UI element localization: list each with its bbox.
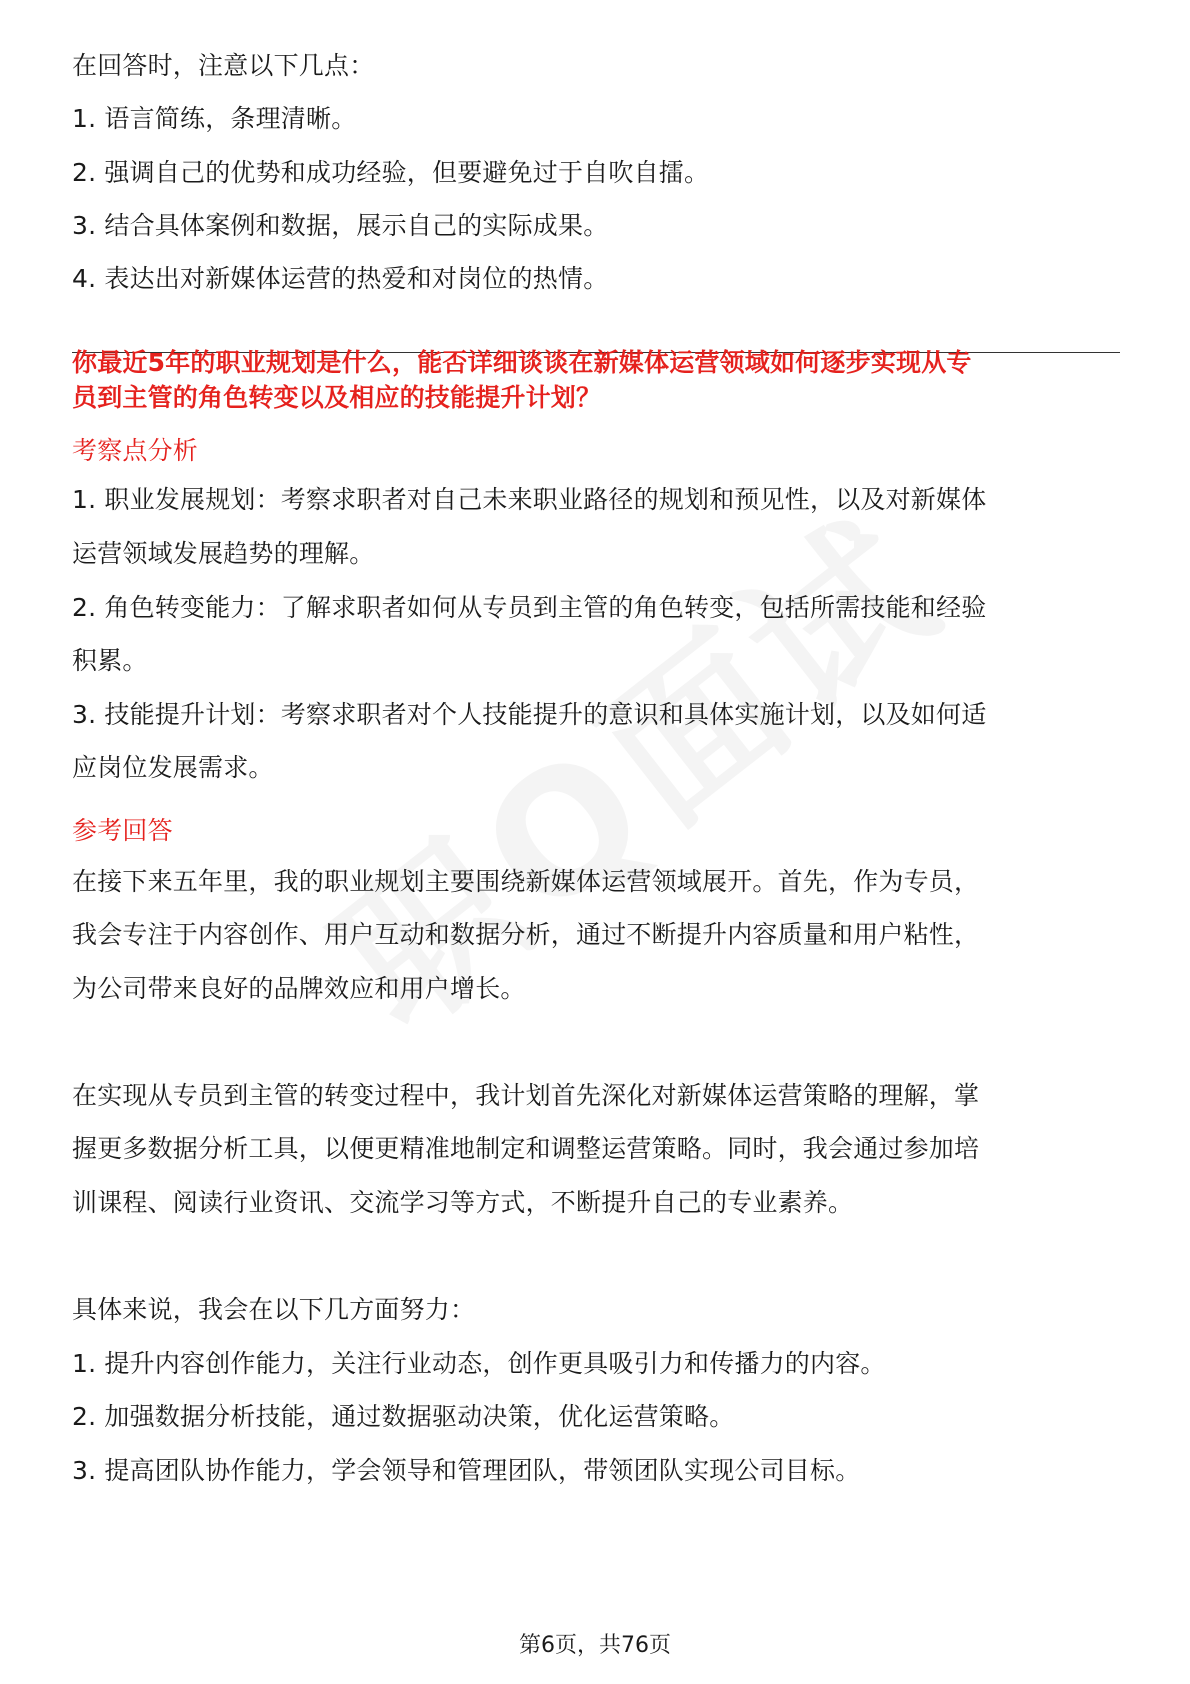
intro-item: 2. 强调自己的优势和成功经验，但要避免过于自吹自擂。 [72,158,710,187]
analysis-line: 积累。 [72,646,148,675]
analysis-line: 2. 角色转变能力：了解求职者如何从专员到主管的角色转变，包括所需技能和经验 [72,593,987,622]
answer-para2-line: 在实现从专员到主管的转变过程中，我计划首先深化对新媒体运营策略的理解，掌 [72,1081,980,1110]
analysis-title: 考察点分析 [72,436,199,465]
answer-para3-item: 2. 加强数据分析技能，通过数据驱动决策，优化运营策略。 [72,1402,735,1431]
answer-para1-line: 在接下来五年里，我的职业规划主要围绕新媒体运营领域展开。首先，作为专员， [72,867,980,896]
intro-item: 3. 结合具体案例和数据，展示自己的实际成果。 [72,211,609,240]
intro-heading: 在回答时，注意以下几点： [72,51,375,80]
analysis-line: 应岗位发展需求。 [72,753,274,782]
answer-para3-heading: 具体来说，我会在以下几方面努力： [72,1295,476,1324]
question-line: 员到主管的角色转变以及相应的技能提升计划？ [72,383,602,412]
answer-para3-item: 1. 提升内容创作能力，关注行业动态，创作更具吸引力和传播力的内容。 [72,1349,886,1378]
answer-para2-line: 训课程、阅读行业资讯、交流学习等方式，不断提升自己的专业素养。 [72,1188,854,1217]
analysis-line: 3. 技能提升计划：考察求职者对个人技能提升的意识和具体实施计划，以及如何适 [72,700,987,729]
answer-para1-line: 为公司带来良好的品牌效应和用户增长。 [72,974,526,1003]
question-line: 你最近5年的职业规划是什么，能否详细谈谈在新媒体运营领域如何逐步实现从专 [72,348,972,377]
intro-item: 4. 表达出对新媒体运营的热爱和对岗位的热情。 [72,264,609,293]
page-number: 第6页，共76页 [519,1633,671,1658]
analysis-line: 1. 职业发展规划：考察求职者对自己未来职业路径的规划和预见性，以及对新媒体 [72,485,987,514]
answer-para3-item: 3. 提高团队协作能力，学会领导和管理团队，带领团队实现公司目标。 [72,1456,861,1485]
answer-para2-line: 握更多数据分析工具，以便更精准地制定和调整运营策略。同时，我会通过参加培 [72,1134,980,1163]
answer-para1-line: 我会专注于内容创作、用户互动和数据分析，通过不断提升内容质量和用户粘性， [72,920,980,949]
analysis-line: 运营领域发展趋势的理解。 [72,539,375,568]
intro-item: 1. 语言简练，条理清晰。 [72,104,357,133]
answer-title: 参考回答 [72,816,173,845]
